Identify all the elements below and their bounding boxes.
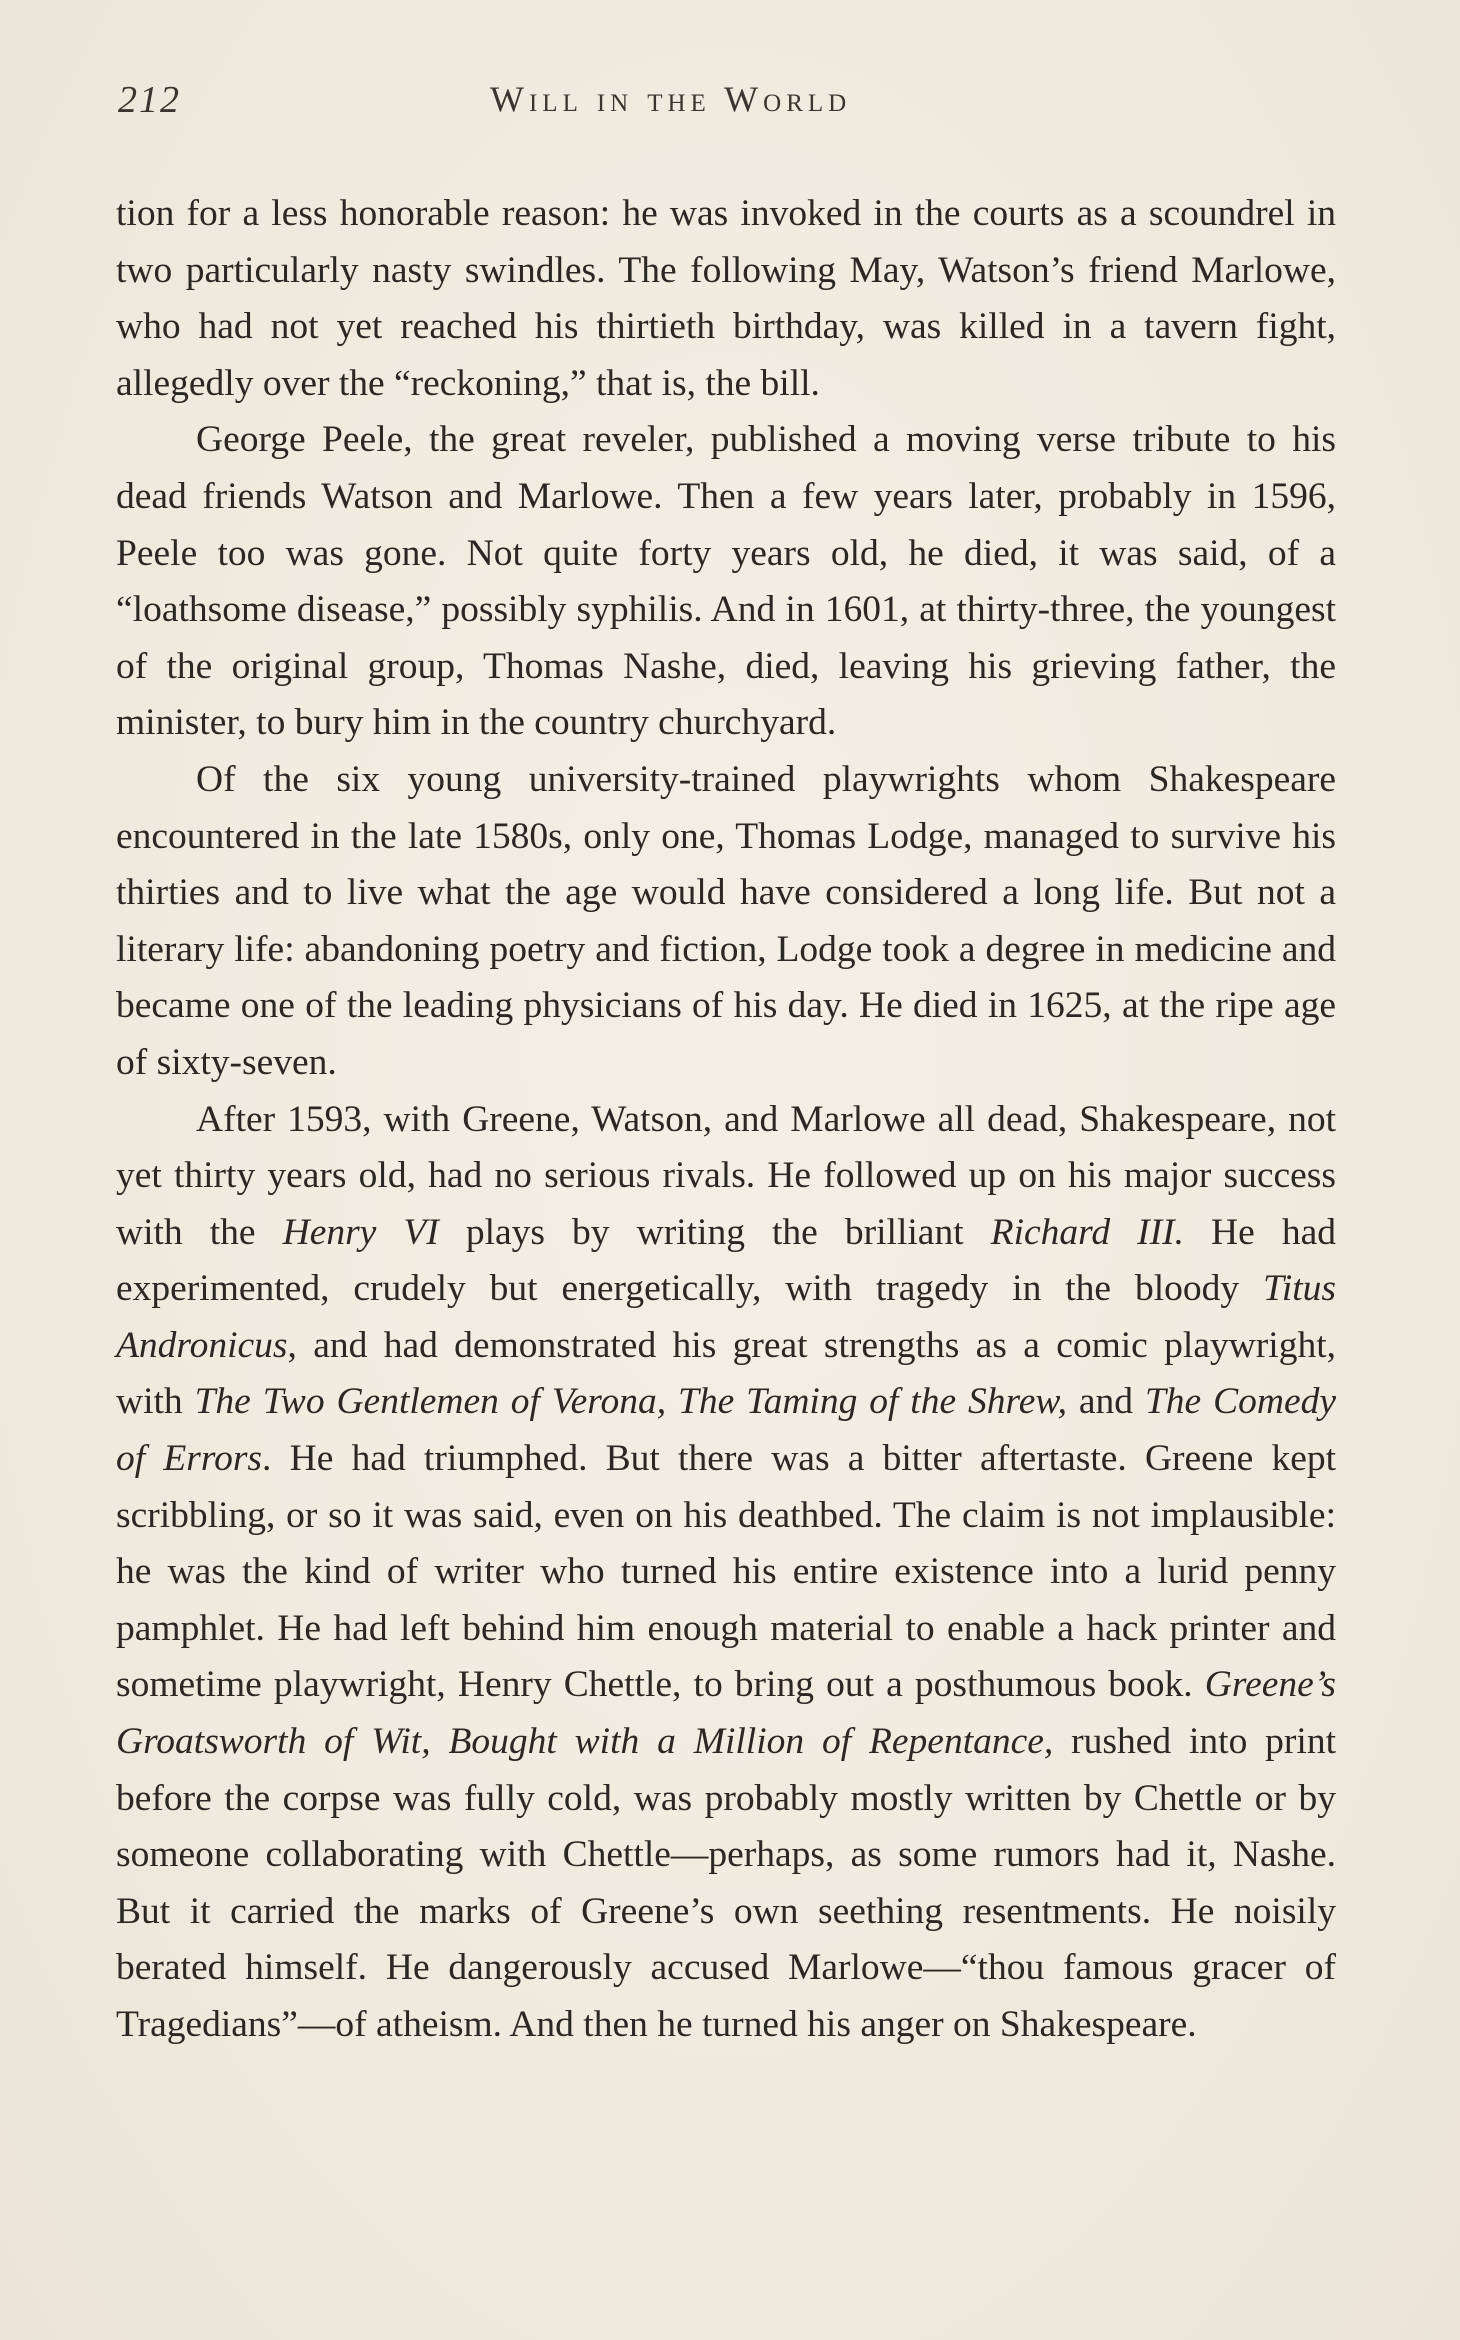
italic-title-henry-vi: Henry VI <box>282 1211 439 1253</box>
text-run: plays by writing the brilliant <box>438 1211 991 1253</box>
text-run: George Peele, the great reveler, published a moving verse tribute to his dead friends Watson and Marlowe. Then a few years later, probably in 1596, Peele too was gone. Not quite forty years old, he died, it was said, of a “loathsome disease,” possibly syphilis. And in 1601, at thirty-three, the youngest of the original group, Thomas Nashe, died, leaving his grieving father, the minister, to bury him in the country churchyard. <box>116 419 1336 744</box>
italic-title-comedy-of-errors: The Comedy of Errors <box>116 1381 1336 1480</box>
text-run: . He had triumphed. But there was a bitter aftertaste. Greene kept scribbling, or so it was said, even on his deathbed. The claim is not implausible: he was the kind of writer who turned his entire existence into a lurid penny pamphlet. He had left behind him enough material to enable a hack printer and sometime playwright, Henry Chettle, to bring out a posthumous book. <box>116 1438 1337 1706</box>
text-run: Of the six young university-trained playwrights whom Shakespeare encountered in the late 1580s, only one, Thomas Lodge, managed to survive his thirties and to live what the age would have considered a long life. But not a literary life: abandoning poetry and fiction, Lodge took a degree in medicine and became one of the leading physicians of his day. He died in 1625, at the ripe age of sixty-seven. <box>116 758 1336 1083</box>
running-title: Will in the World <box>490 79 852 119</box>
text-run: , and had demonstrated his great strengths as a comic playwright, with <box>116 1324 1336 1423</box>
page-number: 212 <box>118 79 181 121</box>
italic-title-groatsworth: Greene’s Groatsworth of Wit, Bought with a Million of Repentance, <box>116 1664 1336 1763</box>
text-run: He had experimented, crudely but energetically, with tragedy in the bloody <box>116 1211 1336 1310</box>
paragraph-2 <box>116 412 1336 752</box>
paragraph-4 <box>116 1092 1336 2054</box>
paragraph-3 <box>116 752 1336 1092</box>
text-run: tion for a less honorable reason: he was invoked in the courts as a scoundrel in two particularly nasty swindles. The following May, Watson’s friend Marlowe, who had not yet reached his thirtieth birthday, was killed in a tavern fight, allegedly over the “reckoning,” that is, the bill. <box>116 193 1336 404</box>
italic-title-richard-iii: Richard III. <box>990 1211 1184 1253</box>
text-run: rushed into print before the corpse was fully cold, was probably mostly written by Chettle or by someone collaborating with Chettle—perhaps, as some rumors had it, Nashe. But it carried the marks of Greene’s own seething resentments. He noisily berated himself. He dangerously accused Marlowe—“thou famous gracer of Tragedians”—of atheism. And then he turned his anger on Shakespeare. <box>116 1721 1336 2045</box>
body-text <box>116 186 1336 2054</box>
italic-title-titus-andronicus: Titus Andronicus <box>116 1268 1336 1366</box>
italic-titles-comedies: The Two Gentlemen of Verona, The Taming of the Shrew, <box>194 1381 1067 1423</box>
running-head <box>0 78 1460 128</box>
text-run: After 1593, with Greene, Watson, and Marlowe all dead, Shakespeare, not yet thirty years old, had no serious rivals. He followed up on his major success with the <box>116 1098 1336 1253</box>
text-run: and <box>1066 1381 1145 1423</box>
paragraph-1 <box>116 186 1336 412</box>
